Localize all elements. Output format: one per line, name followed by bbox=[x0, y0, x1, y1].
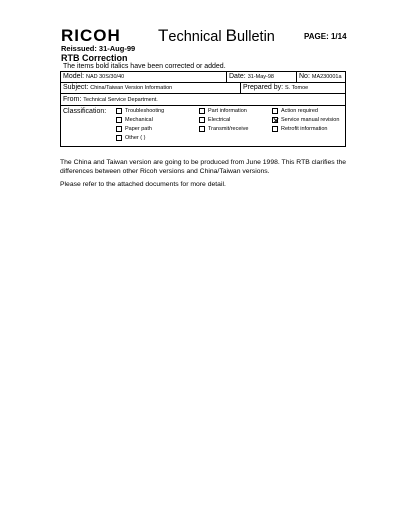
date-label: Date: bbox=[229, 73, 246, 80]
option-service-manual-revision[interactable] bbox=[272, 117, 339, 123]
prepared-by-cell bbox=[241, 83, 347, 93]
subject-cell bbox=[61, 83, 241, 93]
classification-label: Classification: bbox=[63, 108, 107, 115]
date-cell bbox=[227, 72, 297, 82]
date-value: 31-May-98 bbox=[247, 74, 274, 80]
prepared-by-value: S. Tomoe bbox=[285, 85, 309, 91]
option-label: Transmit/receive bbox=[208, 126, 249, 132]
option-other[interactable] bbox=[116, 135, 145, 141]
checkbox-icon[interactable] bbox=[199, 117, 205, 123]
title-cap-t: T bbox=[158, 26, 169, 45]
title-part-1: echnical bbox=[168, 29, 226, 45]
option-label: Part information bbox=[208, 108, 247, 114]
subject-row bbox=[61, 83, 345, 94]
body-paragraph-1: The China and Taiwan version are going to be produced from June 1998. This RTB clarifies the differences between other Ricoh versions and China/Taiwan versions. bbox=[60, 159, 347, 175]
option-part-information[interactable] bbox=[199, 108, 247, 114]
prepared-by-label: Prepared by: bbox=[243, 84, 284, 91]
checkbox-icon[interactable] bbox=[116, 108, 122, 114]
number-value: MA230001a bbox=[311, 74, 342, 80]
from-cell bbox=[61, 94, 345, 105]
number-cell bbox=[297, 72, 347, 82]
reissued-date: Reissued: 31-Aug-99 bbox=[61, 44, 136, 53]
option-label: Paper path bbox=[125, 126, 152, 132]
page-number: PAGE: 1/14 bbox=[304, 32, 347, 41]
model-cell bbox=[61, 72, 227, 82]
rtb-correction-title: RTB Correction bbox=[61, 53, 128, 63]
subject-label: Subject: bbox=[63, 84, 89, 91]
option-electrical[interactable] bbox=[199, 117, 230, 123]
option-mechanical[interactable] bbox=[116, 117, 153, 123]
checkbox-icon[interactable] bbox=[272, 126, 278, 132]
correction-note: The items bold italics have been corrected or added. bbox=[63, 63, 226, 70]
checkbox-icon[interactable] bbox=[116, 135, 122, 141]
model-label: Model: bbox=[63, 73, 85, 80]
checkbox-checked-icon[interactable] bbox=[272, 117, 278, 123]
bulletin-header-form bbox=[60, 71, 346, 147]
option-label: Troubleshooting bbox=[125, 108, 165, 114]
option-troubleshooting[interactable] bbox=[116, 108, 164, 114]
option-paper-path[interactable] bbox=[116, 126, 152, 132]
checkbox-icon[interactable] bbox=[199, 126, 205, 132]
bulletin-title bbox=[158, 26, 275, 46]
checkbox-icon[interactable] bbox=[116, 126, 122, 132]
ricoh-logo: RICOH bbox=[61, 26, 121, 45]
option-action-required[interactable] bbox=[272, 108, 318, 114]
title-cap-b: B bbox=[225, 26, 237, 45]
number-label: No: bbox=[299, 73, 310, 80]
option-transmit-receive[interactable] bbox=[199, 126, 248, 132]
subject-value: China/Taiwan Version Information bbox=[90, 85, 173, 91]
option-retrofit-information[interactable] bbox=[272, 126, 327, 132]
option-label: Electrical bbox=[208, 117, 231, 123]
option-label: Mechanical bbox=[125, 117, 153, 123]
from-value: Technical Service Department. bbox=[83, 97, 158, 103]
body-paragraph-2: Please refer to the attached documents for more detail. bbox=[60, 181, 226, 188]
from-label: From: bbox=[63, 96, 82, 103]
checkbox-icon[interactable] bbox=[199, 108, 205, 114]
model-row bbox=[61, 72, 345, 83]
checkbox-icon[interactable] bbox=[272, 108, 278, 114]
model-value: NAD 30S/30/40 bbox=[85, 74, 125, 80]
option-label: Action required bbox=[281, 108, 318, 114]
option-label: Service manual revision bbox=[281, 117, 340, 123]
option-label: Other ( ) bbox=[125, 135, 146, 141]
checkbox-icon[interactable] bbox=[116, 117, 122, 123]
from-row bbox=[61, 94, 345, 106]
classification-section bbox=[61, 106, 345, 148]
option-label: Retrofit information bbox=[281, 126, 328, 132]
title-part-2: ulletin bbox=[236, 29, 275, 45]
